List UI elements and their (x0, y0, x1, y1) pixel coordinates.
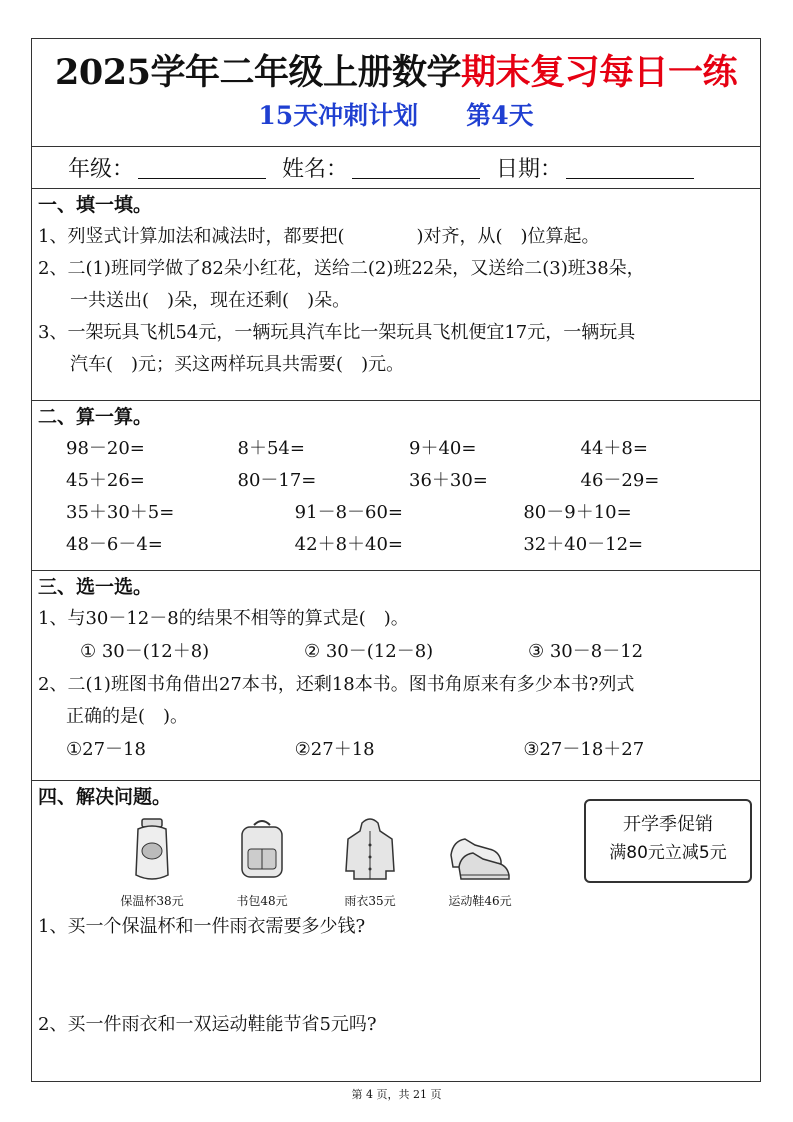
calc-item: 80－17= (237, 470, 317, 491)
s1-question-3 (38, 317, 752, 381)
option-3[interactable]: ③ 30－8－12 (528, 641, 644, 662)
calc-row-3 (38, 497, 752, 529)
promo-text: 满80元立减5元 (609, 843, 727, 863)
product-label: 保温杯38元 (120, 894, 184, 908)
s4-question-1: 1、买一个保温杯和一件雨衣需要多少钱? (38, 916, 366, 937)
calc-row-2 (38, 465, 752, 497)
s4-question-2: 2、买一件雨衣和一双运动鞋能节省5元吗? (38, 1014, 377, 1035)
product-raincoat (320, 815, 420, 908)
product-pictures (38, 815, 752, 911)
page-title (32, 39, 760, 93)
name-label: 姓名： (282, 157, 349, 182)
grade-field (68, 152, 266, 183)
s1-q2-line1: 2、二(1)班同学做了82朵小红花，送给二(2)班22朵，又送给二(3)班38朵， (38, 258, 645, 279)
student-info-row (32, 147, 760, 189)
s3-q2-line2: 正确的是( )。 (66, 706, 189, 727)
option-1[interactable]: ①27－18 (66, 739, 146, 760)
section2-title: 二、算一算。 (38, 406, 153, 428)
section-fill-in (32, 189, 760, 401)
calc-item: 91－8－60= (294, 502, 404, 523)
section-calculate (32, 401, 760, 571)
section1-title: 一、填一填。 (38, 194, 153, 216)
product-label: 运动鞋46元 (448, 894, 512, 908)
date-label: 日期： (496, 157, 563, 182)
option-1[interactable]: ① 30－(12＋8) (80, 641, 210, 662)
promo-title: 开学季促销 (623, 814, 713, 835)
product-label: 雨衣35元 (344, 894, 396, 908)
title-red: 期末复习每日一练 (460, 52, 737, 93)
worksheet-frame (31, 38, 761, 1082)
grade-label: 年级： (68, 157, 135, 182)
calc-item: 45＋26= (66, 470, 145, 491)
calc-item: 46－29= (580, 470, 660, 491)
title-block (32, 39, 760, 147)
date-field (496, 152, 694, 183)
calc-item: 9＋40= (409, 438, 477, 459)
thermos-icon (122, 815, 182, 885)
calc-item: 98－20= (66, 438, 145, 459)
s1-q3-line1: 3、一架玩具飞机54元，一辆玩具汽车比一架玩具飞机便宜17元，一辆玩具 (38, 322, 636, 343)
s3-q1-options (38, 635, 752, 669)
calc-item: 8＋54= (237, 438, 305, 459)
answer-space-1[interactable] (38, 943, 752, 1009)
calc-row-4 (38, 529, 752, 561)
product-label: 书包48元 (236, 894, 288, 908)
page-subtitle (32, 99, 760, 133)
promo-banner (584, 799, 752, 883)
calc-item: 32＋40－12= (523, 534, 644, 555)
grade-blank[interactable] (138, 157, 266, 179)
calc-item: 48－6－4= (66, 534, 163, 555)
s1-question-2 (38, 253, 752, 317)
s1-q2-line2: 一共送出( )朵，现在还剩( )朵。 (70, 290, 351, 311)
calc-item: 42＋8＋40= (294, 534, 404, 555)
sneakers-icon (445, 815, 515, 885)
calc-item: 44＋8= (580, 438, 648, 459)
section4-title: 四、解决问题。 (38, 786, 172, 808)
option-2[interactable]: ② 30－(12－8) (304, 641, 434, 662)
page-footer: 第 4 页，共 21 页 (351, 1088, 442, 1101)
date-blank[interactable] (566, 157, 694, 179)
s3-question-2 (38, 669, 752, 733)
s3-q2-line1: 2、二(1)班图书角借出27本书，还剩18本书。图书角原来有多少本书?列式 (38, 674, 635, 695)
option-2[interactable]: ②27＋18 (294, 739, 375, 760)
s3-question-1: 1、与30－12－8的结果不相等的算式是( )。 (38, 608, 409, 629)
calc-item: 80－9＋10= (523, 502, 632, 523)
backpack-icon (232, 815, 292, 885)
section-choose (32, 571, 760, 781)
calc-item: 36＋30= (409, 470, 488, 491)
calc-item: 35＋30＋5= (66, 502, 175, 523)
name-field (282, 152, 480, 183)
section-word-problems (32, 781, 760, 1081)
product-sneakers (430, 815, 530, 908)
subtitle-day: 第4天 (466, 101, 534, 130)
name-blank[interactable] (352, 157, 480, 179)
calc-row-1 (38, 433, 752, 465)
option-3[interactable]: ③27－18＋27 (523, 739, 645, 760)
raincoat-icon (340, 815, 400, 885)
subtitle-plan: 15天冲刺计划 (258, 101, 419, 130)
title-black: 2025学年二年级上册数学 (55, 52, 461, 93)
product-backpack (212, 815, 312, 908)
s1-question-1: 1、列竖式计算加法和减法时，都要把( )对齐，从( )位算起。 (38, 226, 600, 247)
product-thermos (102, 815, 202, 908)
section3-title: 三、选一选。 (38, 576, 153, 598)
s1-q3-line2: 汽车( )元；买这两样玩具共需要( )元。 (70, 354, 405, 375)
s3-q2-options (38, 733, 752, 767)
